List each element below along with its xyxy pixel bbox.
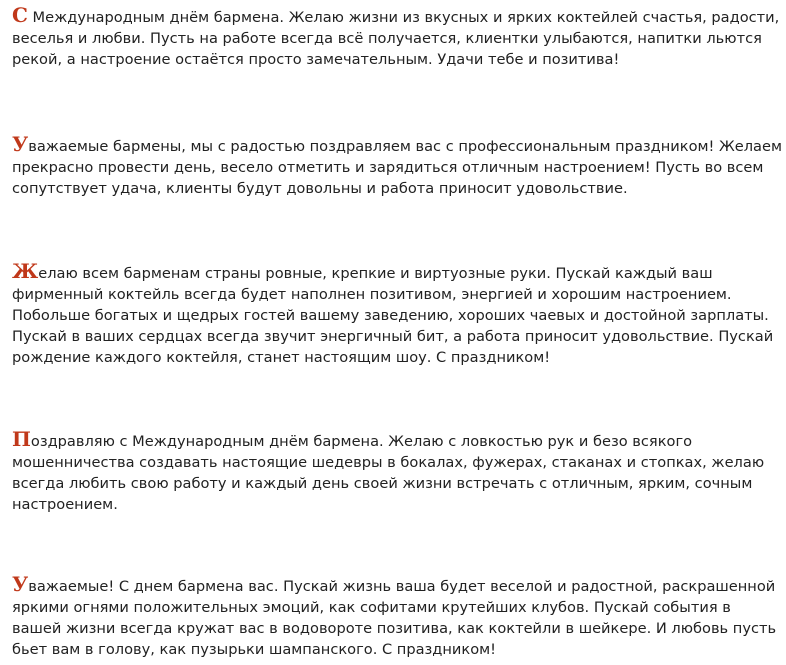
drop-cap-initial: П <box>12 427 31 451</box>
greeting-text: елаю всем барменам страны ровные, крепкие и виртуозные руки. Пускай каждый ваш фирменный коктейль всегда будет наполнен позитивом, энергией и хорошим настроением. Побольше богатых и щедрых гостей вашему заведению, хороших чаевых и достойной зарплаты. Пускай в ваших сердцах всегда звучит энергичный бит, а работа приносит удовольствие. Пускай рождение каждого коктейля, станет настоящим шоу. С праздником! <box>12 265 774 366</box>
drop-cap-initial: У <box>12 132 29 156</box>
greeting-text: важаемые бармены, мы с радостью поздравляем вас с профессиональным праздником! Желаем прекрасно провести день, весело отметить и зарядиться отличным настроением! Пусть во всем сопутствует удача, клиенты будут довольны и работа приносит удовольствие. <box>12 138 782 197</box>
greeting-text: важаемые! С днем бармена вас. Пускай жизнь ваша будет веселой и радостной, раскрашенной яркими огнями положительных эмоций, как софитами крутейших клубов. Пускай события в вашей жизни всегда кружат вас в водовороте позитива, как коктейли в шейкере. И любовь пусть бьет вам в голову, как пузырьки шампанского. С праздником! <box>12 578 777 658</box>
drop-cap-initial: У <box>12 572 29 596</box>
greeting-text: Международным днём бармена. Желаю жизни из вкусных и ярких коктейлей счастья, радости, веселья и любви. Пусть на работе всегда всё получается, клиентки улыбаются, напитки льются рекой, а настроение остаётся просто замечательным. Удачи тебе и позитива! <box>12 9 780 68</box>
drop-cap-initial: Ж <box>12 259 39 283</box>
drop-cap-initial: С <box>12 3 28 27</box>
greeting-paragraph <box>12 134 782 199</box>
greeting-text: оздравляю с Международным днём бармена. Желаю с ловкостью рук и безо всякого мошенничества создавать настоящие шедевры в бокалах, фужерах, стаканах и стопках, желаю всегда любить свою работу и каждый день своей жизни встречать с отличным, ярким, сочным настроением. <box>12 433 765 513</box>
greeting-paragraph <box>12 429 782 515</box>
greeting-paragraph <box>12 574 782 660</box>
greeting-paragraph <box>12 5 782 70</box>
greeting-paragraph <box>12 261 782 368</box>
